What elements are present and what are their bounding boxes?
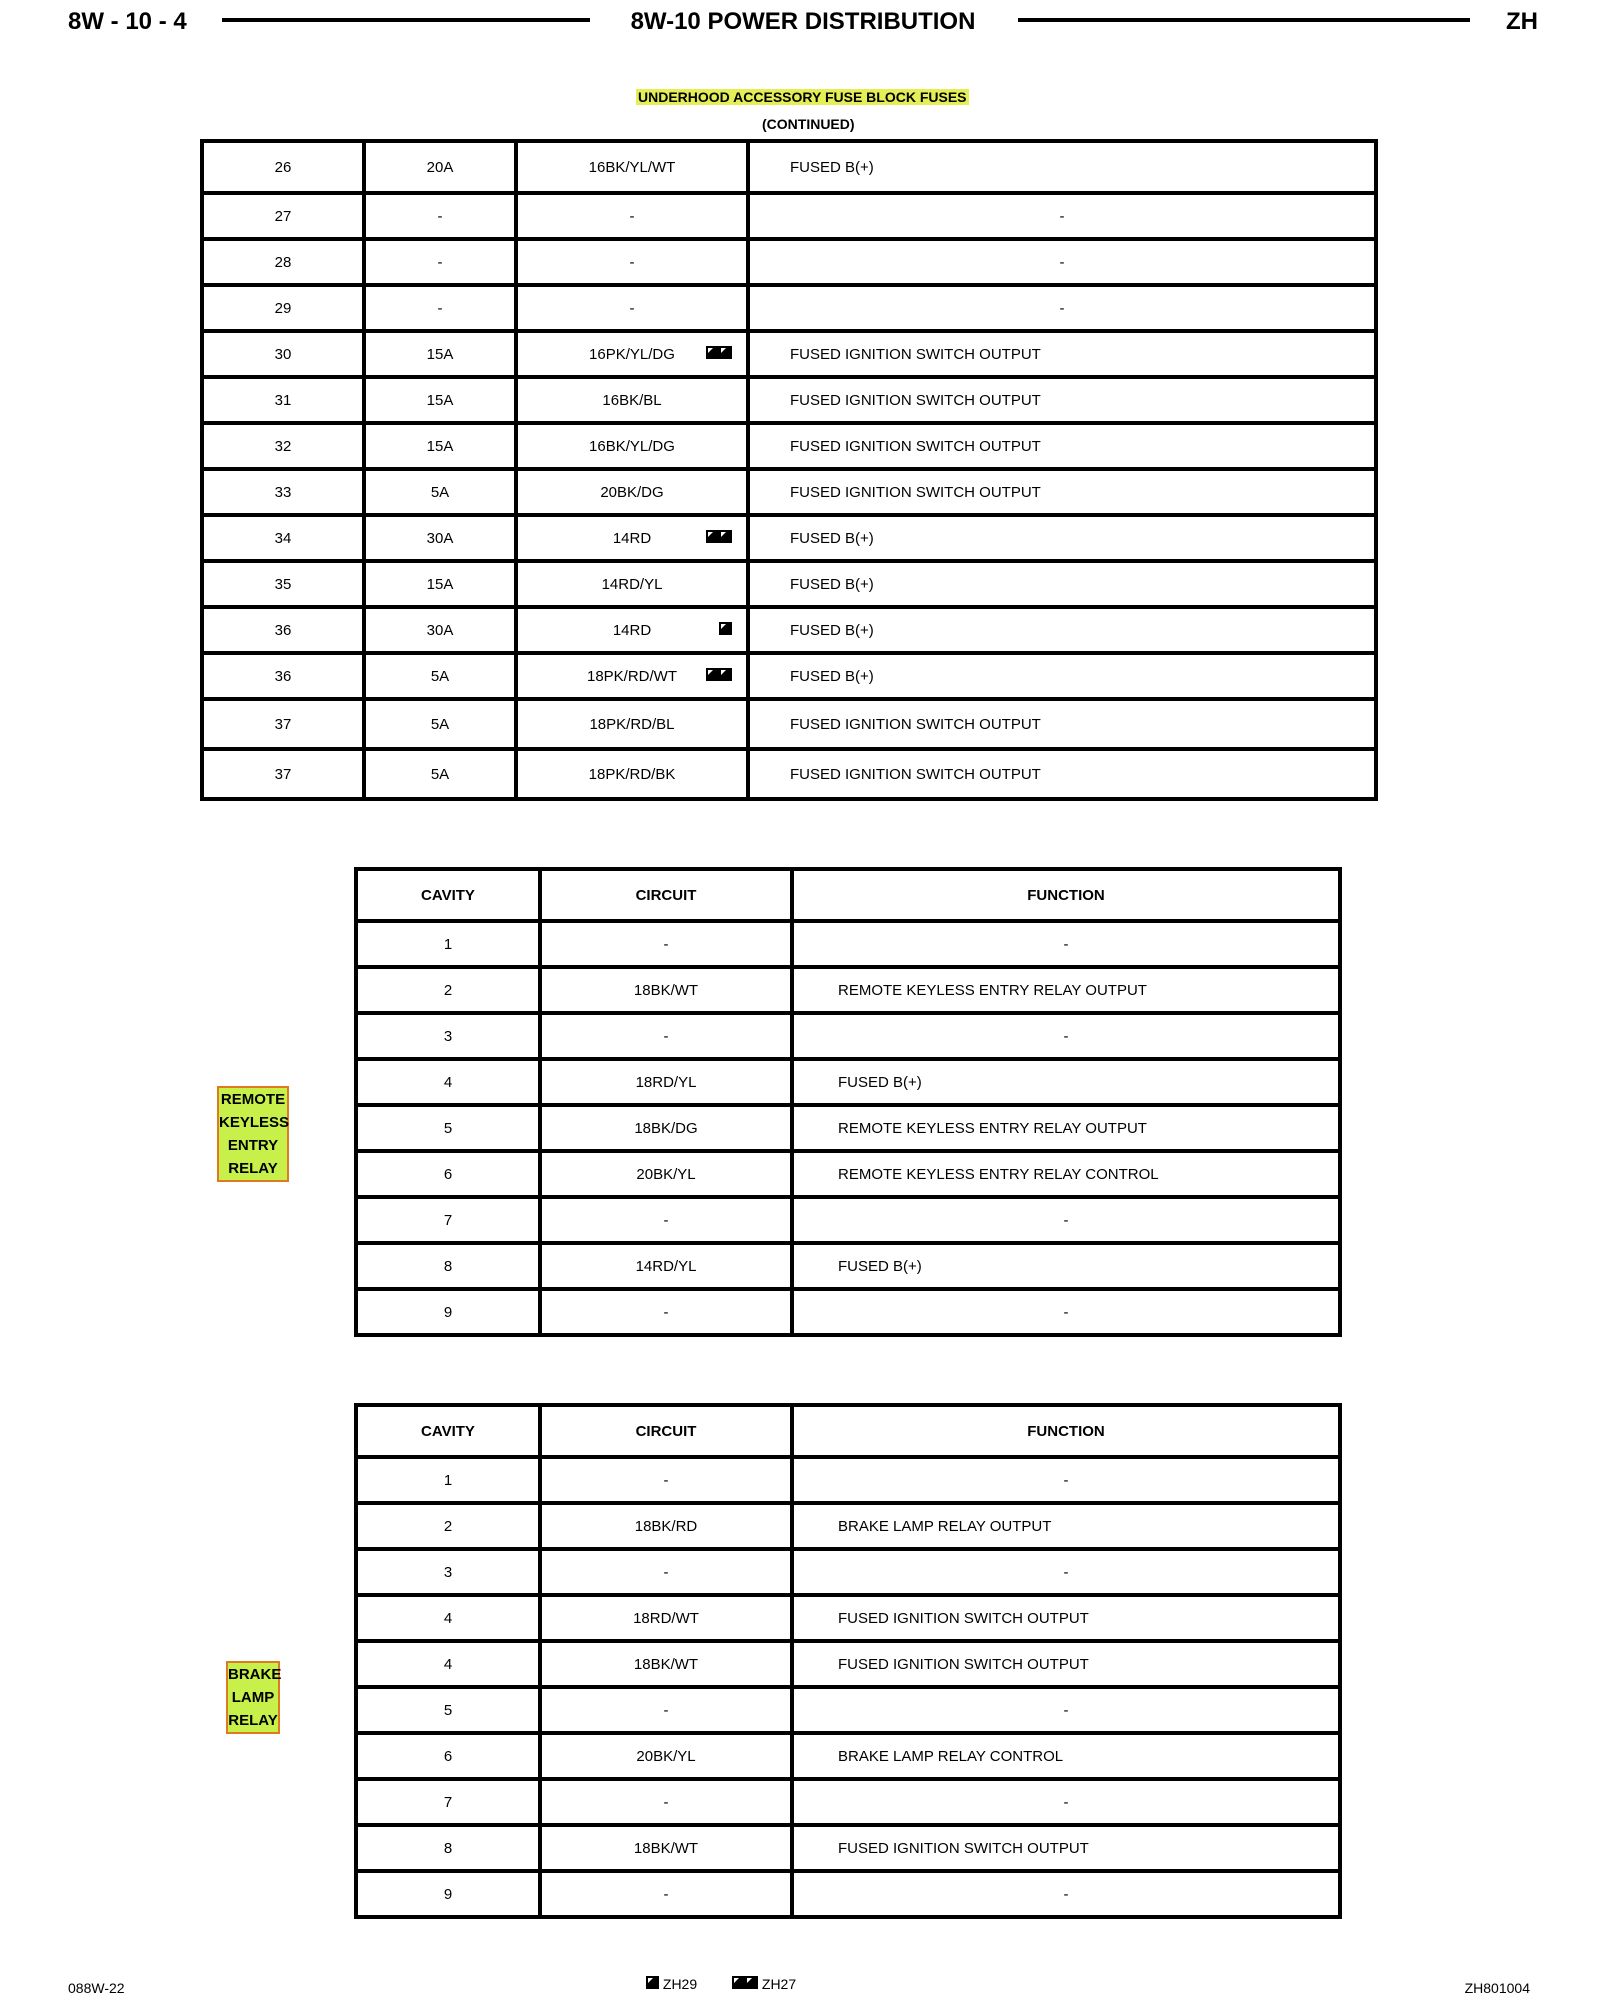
remote-keyless-entry-relay-table <box>354 867 1342 1337</box>
single-box-icon <box>646 1976 659 1989</box>
circuit-label: 16BK/YL/WT <box>588 158 676 176</box>
table-row <box>202 699 1376 749</box>
function-cell: FUSED IGNITION SWITCH OUTPUT <box>748 749 1376 799</box>
table-row <box>202 141 1376 193</box>
circuit-cell <box>516 285 748 331</box>
fuse-rating-cell: 15A <box>364 423 516 469</box>
circuit-cell <box>516 469 748 515</box>
cavity-cell: 32 <box>202 423 364 469</box>
circuit-cell <box>516 193 748 239</box>
fuse-rating-cell: - <box>364 239 516 285</box>
cavity-cell: 35 <box>202 561 364 607</box>
relay-label-line: RELAY <box>228 1160 278 1177</box>
table-row <box>202 285 1376 331</box>
table-row <box>356 921 1340 967</box>
double-box-icon <box>706 668 732 684</box>
function-cell: - <box>792 1871 1340 1917</box>
cavity-cell: 30 <box>202 331 364 377</box>
table-row <box>356 1503 1340 1549</box>
cavity-cell: 9 <box>356 1871 540 1917</box>
brake-lamp-relay-label <box>226 1661 280 1734</box>
function-cell: FUSED IGNITION SWITCH OUTPUT <box>792 1825 1340 1871</box>
relay-label-line: ENTRY <box>227 1137 279 1154</box>
circuit-label: 18PK/RD/WT <box>586 667 677 685</box>
fuse-rating-cell: 30A <box>364 607 516 653</box>
circuit-cell: - <box>540 1779 792 1825</box>
relay-label-line: RELAY <box>228 1712 278 1729</box>
circuit-label: - <box>629 253 635 271</box>
circuit-cell: 20BK/YL <box>540 1733 792 1779</box>
circuit-cell: - <box>540 1197 792 1243</box>
circuit-cell: - <box>540 1687 792 1733</box>
cavity-cell: 5 <box>356 1687 540 1733</box>
function-cell: - <box>748 193 1376 239</box>
page-number: 8W - 10 - 4 <box>68 8 187 35</box>
circuit-label: 14RD <box>612 529 652 547</box>
legend-zh29 <box>646 1976 697 1992</box>
header-rule-left <box>222 18 590 22</box>
fuse-rating-cell: 5A <box>364 699 516 749</box>
cavity-cell: 28 <box>202 239 364 285</box>
cavity-cell: 2 <box>356 1503 540 1549</box>
cavity-cell: 4 <box>356 1059 540 1105</box>
circuit-cell: 14RD/YL <box>540 1243 792 1289</box>
column-header-cavity: CAVITY <box>356 869 540 921</box>
table-row <box>356 1595 1340 1641</box>
table-row <box>202 749 1376 799</box>
cavity-cell: 7 <box>356 1197 540 1243</box>
function-cell: - <box>792 1457 1340 1503</box>
table-row <box>202 193 1376 239</box>
table-row <box>356 1549 1340 1595</box>
cavity-cell: 3 <box>356 1013 540 1059</box>
column-header-cavity: CAVITY <box>356 1405 540 1457</box>
circuit-cell: - <box>540 1289 792 1335</box>
circuit-cell: - <box>540 1549 792 1595</box>
relay-label-line: LAMP <box>231 1689 275 1706</box>
cavity-cell: 3 <box>356 1549 540 1595</box>
relay-label-line: REMOTE <box>220 1091 286 1108</box>
table-row <box>356 1457 1340 1503</box>
cavity-cell: 36 <box>202 653 364 699</box>
function-cell: FUSED IGNITION SWITCH OUTPUT <box>748 699 1376 749</box>
legend-zh27 <box>732 1976 796 1992</box>
table-row <box>202 239 1376 285</box>
circuit-label: - <box>629 207 635 225</box>
circuit-cell: 18BK/WT <box>540 1825 792 1871</box>
function-cell: FUSED IGNITION SWITCH OUTPUT <box>748 469 1376 515</box>
function-cell: REMOTE KEYLESS ENTRY RELAY OUTPUT <box>792 1105 1340 1151</box>
column-header-circuit: CIRCUIT <box>540 1405 792 1457</box>
double-box-icon <box>706 346 732 362</box>
cavity-cell: 33 <box>202 469 364 515</box>
table-row <box>356 1825 1340 1871</box>
circuit-cell <box>516 377 748 423</box>
table-row <box>356 1733 1340 1779</box>
table-row <box>356 1013 1340 1059</box>
cavity-cell: 27 <box>202 193 364 239</box>
circuit-label: 14RD <box>612 621 652 639</box>
cavity-cell: 6 <box>356 1151 540 1197</box>
circuit-cell <box>516 699 748 749</box>
cavity-cell: 8 <box>356 1243 540 1289</box>
function-cell: - <box>792 1687 1340 1733</box>
column-header-function: FUNCTION <box>792 1405 1340 1457</box>
table-row <box>356 1871 1340 1917</box>
table-row <box>202 653 1376 699</box>
table-row <box>356 1151 1340 1197</box>
circuit-cell <box>516 239 748 285</box>
table-row <box>356 1687 1340 1733</box>
circuit-cell: 18BK/WT <box>540 1641 792 1687</box>
function-cell: - <box>792 921 1340 967</box>
function-cell: REMOTE KEYLESS ENTRY RELAY CONTROL <box>792 1151 1340 1197</box>
circuit-label: 14RD/YL <box>601 575 663 593</box>
fuse-rating-cell: 15A <box>364 331 516 377</box>
table-row <box>356 967 1340 1013</box>
cavity-cell: 29 <box>202 285 364 331</box>
table-row <box>356 1779 1340 1825</box>
circuit-label: 16BK/BL <box>602 391 662 409</box>
circuit-cell: - <box>540 921 792 967</box>
table-row <box>356 1289 1340 1335</box>
fuse-rating-cell: 5A <box>364 749 516 799</box>
function-cell: - <box>792 1013 1340 1059</box>
function-cell: REMOTE KEYLESS ENTRY RELAY OUTPUT <box>792 967 1340 1013</box>
cavity-cell: 7 <box>356 1779 540 1825</box>
single-box-icon <box>719 622 732 638</box>
cavity-cell: 4 <box>356 1641 540 1687</box>
table-row <box>202 515 1376 561</box>
circuit-cell <box>516 749 748 799</box>
cavity-cell: 37 <box>202 699 364 749</box>
cavity-cell: 36 <box>202 607 364 653</box>
table-row <box>356 1197 1340 1243</box>
double-box-icon <box>732 1976 745 1989</box>
relay-label-line: BRAKE <box>228 1666 282 1683</box>
fuse-rating-cell: - <box>364 285 516 331</box>
fuse-rating-cell: 30A <box>364 515 516 561</box>
function-cell: - <box>792 1779 1340 1825</box>
circuit-cell <box>516 653 748 699</box>
function-cell: FUSED IGNITION SWITCH OUTPUT <box>792 1641 1340 1687</box>
table-row <box>356 1641 1340 1687</box>
circuit-label: - <box>629 299 635 317</box>
brake-lamp-relay-table <box>354 1403 1342 1919</box>
table-row <box>356 1105 1340 1151</box>
cavity-cell: 1 <box>356 921 540 967</box>
function-cell: - <box>748 285 1376 331</box>
circuit-cell <box>516 561 748 607</box>
circuit-cell: 18RD/WT <box>540 1595 792 1641</box>
function-cell: - <box>748 239 1376 285</box>
page-title: 8W-10 POWER DISTRIBUTION <box>630 8 976 35</box>
table-row <box>202 331 1376 377</box>
cavity-cell: 31 <box>202 377 364 423</box>
circuit-cell <box>516 141 748 193</box>
section-subtitle: (CONTINUED) <box>762 116 855 132</box>
cavity-cell: 9 <box>356 1289 540 1335</box>
section-title: UNDERHOOD ACCESSORY FUSE BLOCK FUSES <box>638 89 967 105</box>
circuit-label: 18PK/RD/BL <box>589 715 675 733</box>
circuit-cell: 20BK/YL <box>540 1151 792 1197</box>
function-cell: - <box>792 1197 1340 1243</box>
legend-label: ZH29 <box>662 1976 698 1992</box>
circuit-label: 18PK/RD/BK <box>588 765 676 783</box>
table-row <box>202 561 1376 607</box>
fuse-rating-cell: 15A <box>364 377 516 423</box>
circuit-cell: - <box>540 1871 792 1917</box>
footer-right-code: ZH801004 <box>1464 1980 1530 1996</box>
circuit-cell: 18BK/WT <box>540 967 792 1013</box>
fuse-rating-cell: - <box>364 193 516 239</box>
fuse-rating-cell: 5A <box>364 469 516 515</box>
function-cell: FUSED IGNITION SWITCH OUTPUT <box>748 423 1376 469</box>
column-header-function: FUNCTION <box>792 869 1340 921</box>
footer-left-code: 088W-22 <box>68 1980 125 1996</box>
function-cell: FUSED IGNITION SWITCH OUTPUT <box>792 1595 1340 1641</box>
circuit-label: 16BK/YL/DG <box>589 437 675 455</box>
table-row <box>202 423 1376 469</box>
legend-label: ZH27 <box>761 1976 797 1992</box>
circuit-label: 16PK/YL/DG <box>589 345 675 363</box>
model-code: ZH <box>1506 8 1538 35</box>
fuse-rating-cell: 5A <box>364 653 516 699</box>
function-cell: FUSED B(+) <box>792 1059 1340 1105</box>
circuit-cell <box>516 331 748 377</box>
double-box-icon <box>706 530 732 546</box>
cavity-cell: 1 <box>356 1457 540 1503</box>
table-row <box>202 469 1376 515</box>
cavity-cell: 37 <box>202 749 364 799</box>
function-cell: - <box>792 1289 1340 1335</box>
function-cell: BRAKE LAMP RELAY OUTPUT <box>792 1503 1340 1549</box>
function-cell: FUSED B(+) <box>792 1243 1340 1289</box>
function-cell: FUSED IGNITION SWITCH OUTPUT <box>748 331 1376 377</box>
circuit-cell <box>516 423 748 469</box>
cavity-cell: 34 <box>202 515 364 561</box>
circuit-cell: 18BK/RD <box>540 1503 792 1549</box>
circuit-label: 20BK/DG <box>600 483 664 501</box>
function-cell: BRAKE LAMP RELAY CONTROL <box>792 1733 1340 1779</box>
function-cell: FUSED IGNITION SWITCH OUTPUT <box>748 377 1376 423</box>
table-row <box>356 1059 1340 1105</box>
circuit-cell: - <box>540 1457 792 1503</box>
cavity-cell: 2 <box>356 967 540 1013</box>
circuit-cell <box>516 515 748 561</box>
circuit-cell: 18RD/YL <box>540 1059 792 1105</box>
cavity-cell: 26 <box>202 141 364 193</box>
table-row <box>202 377 1376 423</box>
circuit-cell: 18BK/DG <box>540 1105 792 1151</box>
circuit-cell: - <box>540 1013 792 1059</box>
column-header-circuit: CIRCUIT <box>540 869 792 921</box>
fuse-rating-cell: 15A <box>364 561 516 607</box>
function-cell: FUSED B(+) <box>748 141 1376 193</box>
relay-label-line: KEYLESS <box>219 1114 290 1131</box>
circuit-cell <box>516 607 748 653</box>
fuse-table <box>200 139 1378 801</box>
table-row <box>202 607 1376 653</box>
function-cell: FUSED B(+) <box>748 607 1376 653</box>
fuse-rating-cell: 20A <box>364 141 516 193</box>
cavity-cell: 8 <box>356 1825 540 1871</box>
function-cell: - <box>792 1549 1340 1595</box>
cavity-cell: 4 <box>356 1595 540 1641</box>
cavity-cell: 5 <box>356 1105 540 1151</box>
remote-keyless-entry-relay-label <box>217 1086 289 1182</box>
header-rule-right <box>1018 18 1470 22</box>
function-cell: FUSED B(+) <box>748 515 1376 561</box>
table-row <box>356 1243 1340 1289</box>
function-cell: FUSED B(+) <box>748 561 1376 607</box>
function-cell: FUSED B(+) <box>748 653 1376 699</box>
cavity-cell: 6 <box>356 1733 540 1779</box>
